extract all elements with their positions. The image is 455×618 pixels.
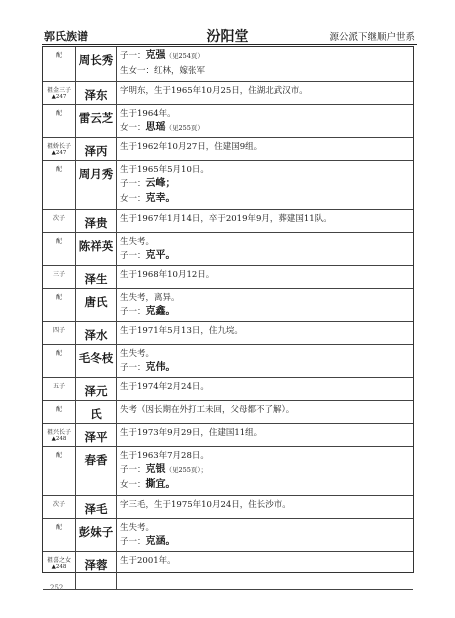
info-text: 生失考。 — [120, 236, 155, 247]
child-name: 克涵。 — [145, 536, 176, 547]
table-row — [43, 104, 413, 137]
info-line — [120, 347, 413, 362]
info-text: 字三毛，生于1975年10月24日，住长沙市。 — [120, 499, 291, 510]
info-text: 生于1971年5月13日，住九垸。 — [120, 325, 243, 336]
info-text: 生于1962年10月27日，住建国9组。 — [120, 141, 263, 152]
info-line — [120, 107, 413, 122]
info-text: 女一： — [120, 479, 146, 490]
child-name: 克银 — [145, 464, 166, 475]
relation-cell — [43, 423, 76, 446]
info-line — [120, 449, 413, 464]
relation-cell — [43, 137, 76, 160]
relation-label: 配 — [55, 523, 62, 531]
info-cell — [117, 344, 414, 377]
info-text: 生于1964年。 — [120, 108, 176, 119]
info-text: 生于1974年2月24日。 — [120, 381, 209, 392]
person-name: 泽毛 — [76, 495, 117, 518]
table-row — [43, 446, 413, 495]
relation-label: 次子 — [52, 500, 65, 508]
child-name: 克幸。 — [145, 192, 176, 204]
child-name: 思瑶 — [145, 122, 166, 133]
info-cell — [117, 47, 414, 81]
info-line — [120, 324, 413, 339]
page-ref-mark: ▲247 — [51, 149, 67, 156]
person-name: 雷云芝 — [76, 104, 117, 137]
info-line — [120, 361, 413, 376]
person-name: 春香 — [76, 446, 117, 495]
person-name: 泽贵 — [76, 209, 117, 232]
relation-label: 配 — [55, 405, 62, 413]
relation-cell — [43, 400, 76, 423]
table-row — [43, 160, 413, 209]
child-name: 克伟。 — [145, 362, 176, 373]
relation-label: 配 — [55, 349, 62, 357]
info-text: 子一： — [120, 363, 146, 373]
relation-cell — [43, 232, 76, 265]
info-text: 生于1968年10月12日。 — [120, 269, 215, 280]
info-text: 子一： — [120, 251, 146, 261]
page-note: （见254页） — [165, 52, 204, 60]
table-row — [43, 209, 413, 232]
page-number: 252 — [50, 584, 64, 592]
relation-label: 祖喜之女 — [46, 556, 71, 564]
genealogy-table — [43, 47, 413, 590]
info-line — [120, 305, 413, 320]
info-text: 子一： — [120, 465, 146, 475]
person-name: 陈祥英 — [76, 232, 117, 265]
relation-cell — [43, 47, 76, 81]
info-cell — [117, 377, 414, 400]
page-ref-mark: ▲247 — [51, 93, 67, 100]
info-line — [120, 478, 413, 493]
genealogy-table-frame — [42, 46, 414, 573]
info-text: 子一： — [120, 51, 146, 61]
relation-cell — [43, 446, 76, 495]
table-row — [43, 321, 413, 344]
relation-cell — [43, 81, 76, 104]
header-rule — [42, 44, 417, 45]
info-text: 生于1973年9月29日，住建国11组。 — [120, 427, 263, 438]
relation-label: 祖兴长子 — [46, 428, 71, 436]
relation-cell — [43, 495, 76, 518]
info-text: 生于1965年5月10日。 — [120, 164, 209, 175]
info-line — [120, 49, 413, 64]
info-line — [120, 235, 413, 250]
person-name: 泽平 — [76, 423, 117, 446]
child-name: 克鑫。 — [145, 306, 176, 317]
table-row — [43, 81, 413, 104]
relation-label: 祖金三子 — [46, 86, 71, 94]
info-line — [120, 212, 413, 227]
relation-cell — [43, 288, 76, 321]
info-text: 生失考，离异。 — [120, 292, 180, 303]
info-cell — [117, 232, 414, 265]
table-row — [43, 400, 413, 423]
info-cell — [117, 104, 414, 137]
relation-cell — [43, 265, 76, 288]
info-line — [120, 140, 413, 155]
info-line — [120, 554, 413, 569]
info-text: 子一： — [120, 307, 146, 317]
info-text: 生女一：红林，嫁张军 — [120, 65, 206, 76]
info-cell — [117, 551, 414, 589]
relation-label: 祖娇长子 — [46, 142, 71, 150]
person-name: 泽元 — [76, 377, 117, 400]
person-name: 泽东 — [76, 81, 117, 104]
info-line — [120, 84, 413, 99]
table-row — [43, 265, 413, 288]
info-line — [120, 268, 413, 283]
info-cell — [117, 400, 414, 423]
person-name: 泽蓉 — [76, 551, 117, 589]
info-cell — [117, 446, 414, 495]
info-line — [120, 498, 413, 513]
info-cell — [117, 160, 414, 209]
info-text: 失考（因长期在外打工未回，父母都不了解）。 — [120, 404, 295, 415]
table-row — [43, 232, 413, 265]
info-text: 女一： — [120, 123, 146, 133]
relation-label: 配 — [55, 451, 62, 459]
info-cell — [117, 81, 414, 104]
info-cell — [117, 518, 414, 551]
table-row — [43, 495, 413, 518]
relation-cell — [43, 518, 76, 551]
info-line — [120, 380, 413, 395]
info-text: 生失考。 — [120, 522, 155, 533]
relation-label: 五子 — [52, 382, 65, 390]
info-cell — [117, 265, 414, 288]
info-cell — [117, 423, 414, 446]
page-ref-mark: ▲248 — [51, 435, 67, 442]
table-row — [43, 551, 413, 589]
info-text: 子一： — [120, 537, 146, 547]
relation-cell — [43, 209, 76, 232]
info-line — [120, 521, 413, 536]
info-text: 生于1963年7月28日。 — [120, 450, 209, 461]
child-name: 撕宜。 — [145, 478, 176, 490]
genealogy-title: 郭氏族谱 — [44, 30, 88, 43]
info-cell — [117, 209, 414, 232]
info-cell — [117, 495, 414, 518]
table-row — [43, 288, 413, 321]
child-name: 云峰； — [145, 178, 176, 189]
hall-name: 汾阳堂 — [206, 29, 249, 45]
person-name: 泽水 — [76, 321, 117, 344]
table-row — [43, 344, 413, 377]
table-row — [43, 377, 413, 400]
person-name: 彭妹子 — [76, 518, 117, 551]
child-name: 克强 — [145, 50, 166, 61]
page-note: （见255页）； — [165, 466, 208, 474]
info-line — [120, 121, 413, 136]
person-name: 氏 — [76, 400, 117, 423]
relation-cell — [43, 321, 76, 344]
info-line — [120, 64, 413, 79]
relation-label: 四子 — [52, 326, 65, 334]
child-name: 克平。 — [145, 250, 176, 261]
info-line — [120, 463, 413, 478]
info-line — [120, 163, 413, 178]
person-name: 泽生 — [76, 265, 117, 288]
info-line — [120, 426, 413, 441]
relation-label: 配 — [55, 109, 62, 117]
info-line — [120, 192, 413, 207]
info-text: 生于2001年。 — [120, 555, 176, 566]
info-line — [120, 535, 413, 550]
relation-cell — [43, 344, 76, 377]
relation-label: 配 — [55, 52, 62, 59]
info-text: 字明东，生于1965年10月25日，住湖北武汉市。 — [120, 85, 308, 96]
info-text: 生于1967年1月14日，卒于2019年9月，葬建国11队。 — [120, 213, 332, 224]
relation-label: 配 — [55, 165, 62, 173]
lineage-subtitle: 源公派下继顺户世系 — [329, 32, 415, 43]
relation-label: 配 — [55, 293, 62, 301]
person-name: 周长秀 — [76, 47, 117, 81]
relation-label: 配 — [55, 237, 62, 245]
info-text: 生失考。 — [120, 348, 155, 359]
person-name: 泽丙 — [76, 137, 117, 160]
info-cell — [117, 288, 414, 321]
table-row — [43, 137, 413, 160]
info-line — [120, 291, 413, 306]
info-cell — [117, 321, 414, 344]
table-row — [43, 423, 413, 446]
page-ref-mark: ▲248 — [51, 563, 67, 570]
page-header — [0, 0, 455, 45]
info-line — [120, 403, 413, 418]
relation-label: 次子 — [52, 214, 65, 222]
person-name: 毛冬枝 — [76, 344, 117, 377]
relation-cell — [43, 377, 76, 400]
person-name: 唐氏 — [76, 288, 117, 321]
relation-label: 三子 — [52, 270, 65, 278]
relation-cell — [43, 104, 76, 137]
table-row — [43, 47, 413, 81]
page-note: （见255页） — [165, 124, 204, 132]
info-text: 女一： — [120, 193, 146, 204]
table-row — [43, 518, 413, 551]
info-cell — [117, 137, 414, 160]
person-name: 周月秀 — [76, 160, 117, 209]
relation-cell — [43, 160, 76, 209]
info-line — [120, 177, 413, 192]
info-text: 子一： — [120, 179, 146, 189]
info-line — [120, 249, 413, 264]
